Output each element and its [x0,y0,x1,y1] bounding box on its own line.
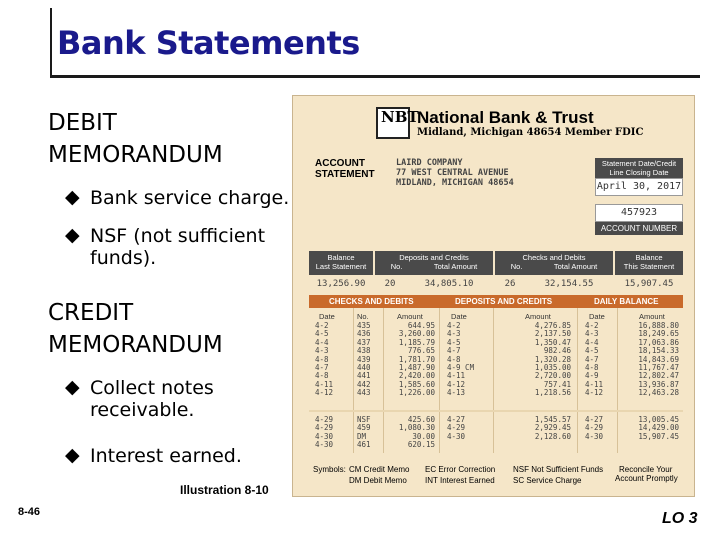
account-number-label: ACCOUNT NUMBER [595,222,683,235]
table-cell: 4-8 [315,354,329,364]
statement-date-header: Statement Date/Credit Line Closing Date [595,158,683,178]
learning-objective: LO 3 [662,510,698,527]
table-cell: 4-8 [585,363,599,372]
transaction-rows-bottom [293,416,696,452]
table-cell: 4-8 [447,354,461,364]
table-cell: 4-29 [447,423,466,433]
table-cell: 4-11 [447,371,466,381]
table-cell: 1,585.60 [398,379,435,389]
transaction-rows-top [293,322,696,398]
statement-date-box [595,178,683,196]
col-date: Date [319,312,335,321]
checks-header: Checks and Debits No. Total Amount [495,251,613,275]
table-cell: 435 [357,321,371,330]
table-cell: 4-5 [315,329,329,339]
credit-heading-line2: MEMORANDUM [48,332,223,358]
slide-title: Bank Statements [57,24,360,62]
table-cell: 644.95 [407,321,435,330]
table-cell: 4-3 [447,329,461,339]
statement-date-value: April 30, 2017 [596,181,682,192]
table-cell: 12,802.47 [638,371,679,381]
table-cell: 443 [357,388,371,398]
table-cell: 4-12 [447,379,466,389]
table-cell: 440 [357,363,371,372]
table-cell: 18,154.33 [638,346,679,356]
table-cell: 4-30 [585,431,604,441]
credit-bullet-2: Interest earned. [90,445,242,467]
col-dep-amount: Amount [525,312,551,321]
table-cell: 15,907.45 [638,431,679,441]
table-cell: 4-12 [315,388,334,398]
col-no: No. [357,312,369,321]
table-cell: 1,487.90 [398,363,435,372]
table-cell: 2,137.50 [534,329,571,339]
bank-logo: NBT [376,107,410,139]
checks-total: 32,154.55 [544,279,594,289]
table-cell: 30.00 [412,431,435,441]
bullet-icon: ◆ [65,187,80,208]
account-number-box [595,204,683,222]
account-number-value: 457923 [620,207,658,218]
table-cell: 4-2 [585,321,599,330]
balance-this-value: 15,907.45 [624,279,674,289]
table-cell: 3,260.00 [398,329,435,339]
bullet-icon: ◆ [65,225,80,246]
table-cell: 4-30 [447,431,466,441]
deposits-count: 20 [384,279,396,289]
table-cell: 4-27 [447,415,466,424]
table-cell: 4-8 [315,371,329,381]
table-cell: 1,035.00 [534,363,571,372]
symbols-legend: Symbols: CM Credit Memo DM Debit Memo EC Error Correction INT Interest Earned NSF Not Sufficient Funds SC Service Charge Reconcile Your Account Promptly [313,465,678,485]
table-cell: 2,929.45 [534,423,571,433]
table-cell: 13,936.87 [638,379,679,389]
table-cell: 459 [357,423,371,433]
table-cell: 425.60 [407,415,435,424]
credit-heading-line1: CREDIT [48,300,134,326]
table-cell: 4-29 [585,423,604,433]
page-number: 8-46 [18,506,41,518]
section-band: CHECKS AND DEBITS DEPOSITS AND CREDITS DAILY BALANCE [309,295,683,308]
table-cell: 4-11 [315,379,334,389]
table-cell: 439 [357,354,371,364]
table-cell: 1,185.79 [398,337,435,347]
table-cell: 620.15 [407,440,435,450]
table-cell: 18,249.65 [638,329,679,339]
table-cell: 14,843.69 [638,354,679,364]
table-cell: 4-4 [315,337,329,347]
table-cell: 4-5 [447,337,461,347]
table-cell: 437 [357,337,371,347]
table-cell: 4-29 [315,415,334,424]
bank-address: Midland, Michigan 48654 Member FDIC [417,127,644,138]
bank-statement-image [292,95,695,497]
balance-this-header: Balance This Statement [615,251,683,275]
table-cell: 4-3 [315,346,329,356]
table-cell: 776.65 [407,346,435,356]
table-cell: 4-13 [447,388,466,398]
table-cell: 982.46 [543,346,571,356]
table-cell: 14,429.00 [638,423,679,433]
debit-heading-line1: DEBIT [48,110,117,136]
title-vertical-rule [50,8,52,78]
table-cell: 1,320.28 [534,354,571,364]
table-cell: 438 [357,346,371,356]
bank-name: National Bank & Trust [417,108,594,127]
bullet-icon: ◆ [65,445,80,466]
table-cell: 4-7 [447,346,461,356]
table-cell: 12,463.28 [638,388,679,398]
table-cell: 16,888.80 [638,321,679,330]
debit-heading-line2: MEMORANDUM [48,142,223,168]
table-cell: 1,545.57 [534,415,571,424]
table-cell: 17,063.86 [638,337,679,347]
table-cell: 757.41 [543,379,571,389]
table-cell: 1,218.56 [534,388,571,398]
table-cell: 2,420.00 [398,371,435,381]
debit-bullet-2: NSF (not sufficient funds). [90,225,266,269]
table-cell: 4-30 [315,431,334,441]
balance-last-value: 13,256.90 [316,279,366,289]
account-statement-label: ACCOUNT STATEMENT [315,158,375,180]
table-cell: 4-30 [315,440,334,450]
table-cell: 441 [357,371,371,381]
deposits-header: Deposits and Credits No. Total Amount [375,251,493,275]
table-cell: 4-9 [585,371,599,381]
table-cell: 4-27 [585,415,604,424]
table-cell: 4-12 [585,388,604,398]
deposits-total: 34,805.10 [424,279,474,289]
table-cell: 13,005.45 [638,415,679,424]
table-cell: 442 [357,379,371,389]
customer-address: LAIRD COMPANY 77 WEST CENTRAL AVENUE MIDLAND, MICHIGAN 48654 [396,158,514,188]
debit-bullet-1: Bank service charge. [90,187,290,209]
table-cell: 2,720.00 [534,371,571,381]
table-cell: 1,226.00 [398,388,435,398]
table-cell: 4-11 [585,379,604,389]
balance-last-header: Balance Last Statement [309,251,373,275]
table-cell: 4,276.85 [534,321,571,330]
credit-bullet-1: Collect notes receivable. [90,377,214,421]
table-cell: 1,781.70 [398,354,435,364]
checks-count: 26 [504,279,516,289]
table-cell: 4-7 [315,363,329,372]
table-cell: NSF [357,415,371,424]
table-cell: 4-3 [585,329,599,339]
table-cell: 2,128.60 [534,431,571,441]
col-dep-date: Date [451,312,467,321]
table-cell: 461 [357,440,371,450]
table-cell: 1,350.47 [534,337,571,347]
table-cell: 4-2 [447,321,461,330]
table-cell: 4-9 CM [447,363,475,372]
table-cell: 436 [357,329,371,339]
table-cell: 4-5 [585,346,599,356]
table-cell: 4-2 [315,321,329,330]
table-cell: DM [357,431,367,441]
col-bal-date: Date [589,312,605,321]
row-separator [309,410,683,412]
table-cell: 11,767.47 [638,363,679,372]
col-amount: Amount [397,312,423,321]
col-bal-amount: Amount [639,312,665,321]
table-cell: 1,080.30 [398,423,435,433]
table-cell: 4-7 [585,354,599,364]
title-underline [50,75,700,78]
bullet-icon: ◆ [65,377,80,398]
table-cell: 4-4 [585,337,599,347]
illustration-caption: Illustration 8-10 [180,483,269,497]
table-cell: 4-29 [315,423,334,433]
